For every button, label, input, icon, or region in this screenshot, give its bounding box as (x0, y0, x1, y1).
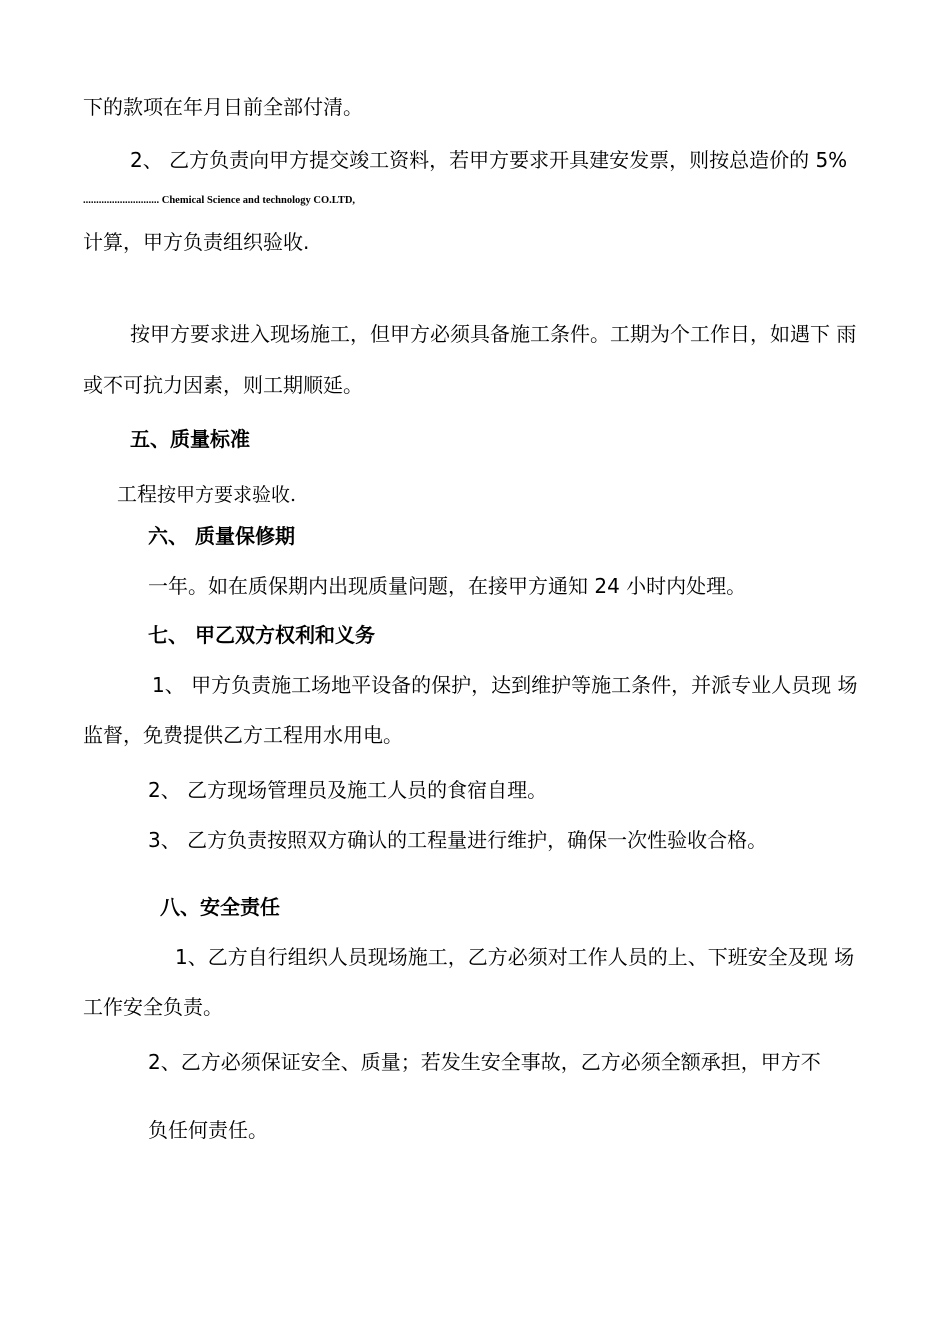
section-heading: 七、 甲乙双方权利和义务 (148, 623, 375, 647)
paragraph-line: 1、乙方自行组织人员现场施工，乙方必须对工作人员的上、下班安全及现 场 (175, 945, 855, 969)
paragraph-line: 按甲方要求进入现场施工，但甲方必须具备施工条件。工期为个工作日，如遇下 雨 (130, 322, 857, 346)
paragraph-line: 监督，免费提供乙方工程用水用电。 (83, 723, 403, 747)
text-span: 工程 (117, 482, 157, 506)
paragraph-line: 下的款项在年月日前全部付清。 (83, 95, 363, 119)
paragraph-line: 工作安全负责。 (83, 995, 223, 1019)
paragraph-line: 2、乙方必须保证安全、质量；若发生安全事故，乙方必须全额承担，甲方不 (148, 1050, 821, 1074)
paragraph-line: 一年。如在质保期内出现质量问题，在接甲方通知 24 小时内处理。 (148, 574, 747, 598)
paragraph-line: 负任何责任。 (148, 1118, 268, 1142)
section-heading: 六、 质量保修期 (148, 524, 295, 548)
paragraph-line (117, 481, 296, 508)
section-heading: 五、质量标准 (130, 427, 250, 451)
paragraph-line: 计算，甲方负责组织验收. (83, 230, 310, 254)
paragraph-line: 或不可抗力因素，则工期顺延。 (83, 373, 363, 397)
text-span: 按甲方要求验收. (157, 484, 297, 506)
company-header-note: ............................. Chemical Science and technology CO.LTD, (83, 195, 356, 206)
paragraph-line: 1、 甲方负责施工场地平设备的保护，达到维护等施工条件，并派专业人员现 场 (152, 673, 858, 697)
paragraph-line: 2、 乙方现场管理员及施工人员的食宿自理。 (148, 778, 548, 802)
paragraph-line: 3、 乙方负责按照双方确认的工程量进行维护，确保一次性验收合格。 (148, 828, 768, 852)
section-heading: 八、安全责任 (160, 895, 280, 919)
paragraph-line: 2、 乙方负责向甲方提交竣工资料，若甲方要求开具建安发票，则按总造价的 5% (130, 148, 848, 172)
